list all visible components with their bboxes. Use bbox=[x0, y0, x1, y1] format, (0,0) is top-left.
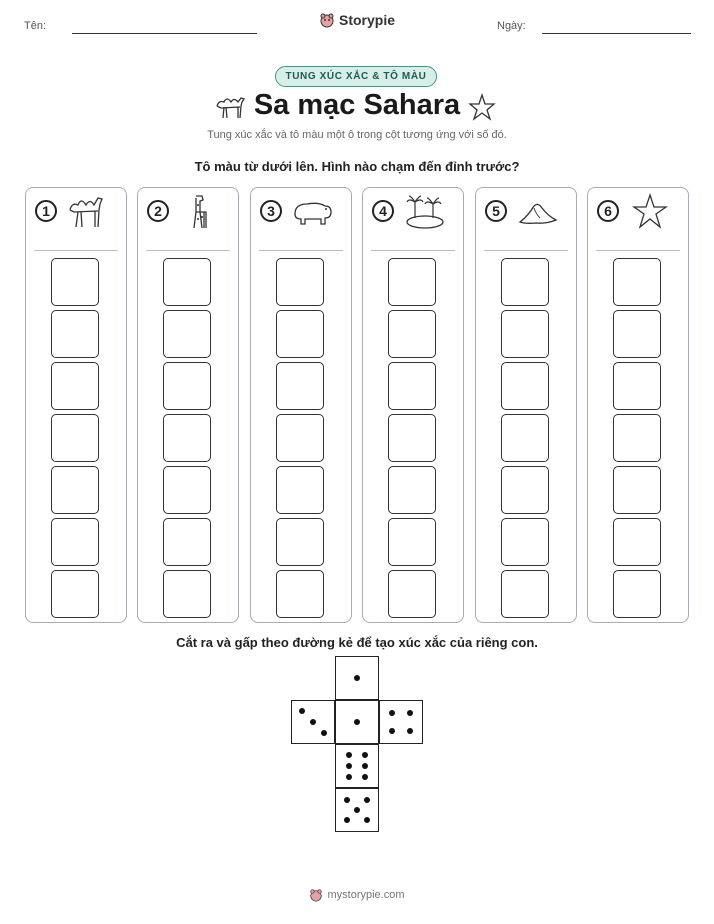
column-5 bbox=[475, 187, 577, 623]
column-number: 3 bbox=[260, 200, 282, 222]
column-3 bbox=[250, 187, 352, 623]
column-number: 6 bbox=[597, 200, 619, 222]
color-cell[interactable] bbox=[388, 518, 436, 566]
column-divider bbox=[146, 250, 230, 251]
column-6 bbox=[587, 187, 689, 623]
color-cell[interactable] bbox=[613, 518, 661, 566]
color-cell[interactable] bbox=[613, 466, 661, 514]
dice-pip bbox=[364, 817, 370, 823]
column-2 bbox=[137, 187, 239, 623]
dice-pip bbox=[346, 763, 352, 769]
dice-pip bbox=[321, 730, 327, 736]
dice-pip bbox=[407, 710, 413, 716]
color-cell[interactable] bbox=[51, 570, 99, 618]
column-divider bbox=[34, 250, 118, 251]
column-divider bbox=[259, 250, 343, 251]
dice-pip bbox=[362, 763, 368, 769]
dice-pip bbox=[299, 708, 305, 714]
name-label: Tên: bbox=[24, 20, 47, 32]
brand bbox=[0, 12, 714, 33]
color-cell[interactable] bbox=[163, 362, 211, 410]
color-cell[interactable] bbox=[613, 310, 661, 358]
color-cell[interactable] bbox=[51, 414, 99, 462]
color-cell[interactable] bbox=[276, 570, 324, 618]
color-cell[interactable] bbox=[388, 570, 436, 618]
color-cell[interactable] bbox=[276, 258, 324, 306]
column-number: 4 bbox=[372, 200, 394, 222]
dice-face-4 bbox=[379, 700, 423, 744]
color-cell[interactable] bbox=[276, 414, 324, 462]
column-divider bbox=[596, 250, 680, 251]
color-cell[interactable] bbox=[276, 466, 324, 514]
dice-face-3 bbox=[291, 700, 335, 744]
dice-pip bbox=[344, 797, 350, 803]
color-cell[interactable] bbox=[501, 258, 549, 306]
dice-pip bbox=[362, 774, 368, 780]
column-divider bbox=[371, 250, 455, 251]
color-cell[interactable] bbox=[51, 466, 99, 514]
brand-name: Storypie bbox=[338, 12, 395, 28]
color-cell[interactable] bbox=[613, 414, 661, 462]
footer bbox=[0, 888, 714, 907]
color-cell[interactable] bbox=[501, 570, 549, 618]
color-cell[interactable] bbox=[613, 362, 661, 410]
color-cell[interactable] bbox=[163, 518, 211, 566]
instruction-bottom: Cắt ra và gấp theo đường kẻ để tạo xúc xắc của riêng con. bbox=[176, 635, 538, 650]
dice-pip bbox=[364, 797, 370, 803]
color-cell[interactable] bbox=[388, 310, 436, 358]
dice-face-1 bbox=[335, 700, 379, 744]
dice-face-6 bbox=[335, 744, 379, 788]
color-cell[interactable] bbox=[501, 414, 549, 462]
color-cell[interactable] bbox=[388, 466, 436, 514]
color-cell[interactable] bbox=[501, 518, 549, 566]
dice-pip bbox=[354, 719, 360, 725]
color-cell[interactable] bbox=[613, 570, 661, 618]
column-number: 1 bbox=[35, 200, 57, 222]
giraffe-icon bbox=[178, 192, 222, 232]
color-cell[interactable] bbox=[276, 362, 324, 410]
dice-pip bbox=[389, 710, 395, 716]
color-cell[interactable] bbox=[51, 258, 99, 306]
dice-face-5 bbox=[335, 788, 379, 832]
color-cell[interactable] bbox=[163, 258, 211, 306]
column-number: 2 bbox=[147, 200, 169, 222]
dice-pip bbox=[310, 719, 316, 725]
date-line[interactable] bbox=[542, 33, 691, 34]
color-cell[interactable] bbox=[163, 466, 211, 514]
dice-pip bbox=[344, 817, 350, 823]
star-icon bbox=[628, 192, 672, 232]
hippo-icon bbox=[291, 192, 335, 232]
dice-pip bbox=[354, 807, 360, 813]
storypie-logo-icon bbox=[319, 12, 335, 28]
instruction-top: Tô màu từ dưới lên. Hình nào chạm đến đỉnh trước? bbox=[194, 159, 520, 174]
color-cell[interactable] bbox=[388, 258, 436, 306]
column-4 bbox=[362, 187, 464, 623]
dice-pip bbox=[346, 774, 352, 780]
date-label: Ngày: bbox=[497, 20, 526, 32]
activity-badge: TUNG XÚC XẮC & TÔ MÀU bbox=[275, 66, 437, 87]
color-cell[interactable] bbox=[388, 362, 436, 410]
storypie-logo-icon bbox=[309, 888, 323, 902]
column-divider bbox=[484, 250, 568, 251]
column-1 bbox=[25, 187, 127, 623]
color-cell[interactable] bbox=[501, 466, 549, 514]
color-cell[interactable] bbox=[51, 362, 99, 410]
name-line[interactable] bbox=[72, 33, 257, 34]
dice-face-1 bbox=[335, 656, 379, 700]
color-cell[interactable] bbox=[163, 414, 211, 462]
footer-url[interactable]: mystorypie.com bbox=[327, 889, 405, 901]
sand-dune-icon bbox=[516, 192, 560, 232]
dice-pip bbox=[362, 752, 368, 758]
column-number: 5 bbox=[485, 200, 507, 222]
color-cell[interactable] bbox=[613, 258, 661, 306]
subtitle: Tung xúc xắc và tô màu một ô trong cột tương ứng với số đó. bbox=[207, 129, 507, 141]
color-cell[interactable] bbox=[501, 310, 549, 358]
color-cell[interactable] bbox=[501, 362, 549, 410]
color-cell[interactable] bbox=[276, 518, 324, 566]
color-cell[interactable] bbox=[51, 518, 99, 566]
dice-pip bbox=[389, 728, 395, 734]
dice-pip bbox=[354, 675, 360, 681]
color-cell[interactable] bbox=[51, 310, 99, 358]
color-cell[interactable] bbox=[163, 570, 211, 618]
camel-icon bbox=[66, 192, 110, 232]
dice-pip bbox=[407, 728, 413, 734]
color-cell[interactable] bbox=[163, 310, 211, 358]
dice-pip bbox=[346, 752, 352, 758]
oasis-icon bbox=[403, 192, 447, 232]
star-icon bbox=[468, 93, 496, 121]
color-cell[interactable] bbox=[388, 414, 436, 462]
color-cell[interactable] bbox=[276, 310, 324, 358]
page-title: Sa mạc Sahara bbox=[253, 89, 461, 121]
